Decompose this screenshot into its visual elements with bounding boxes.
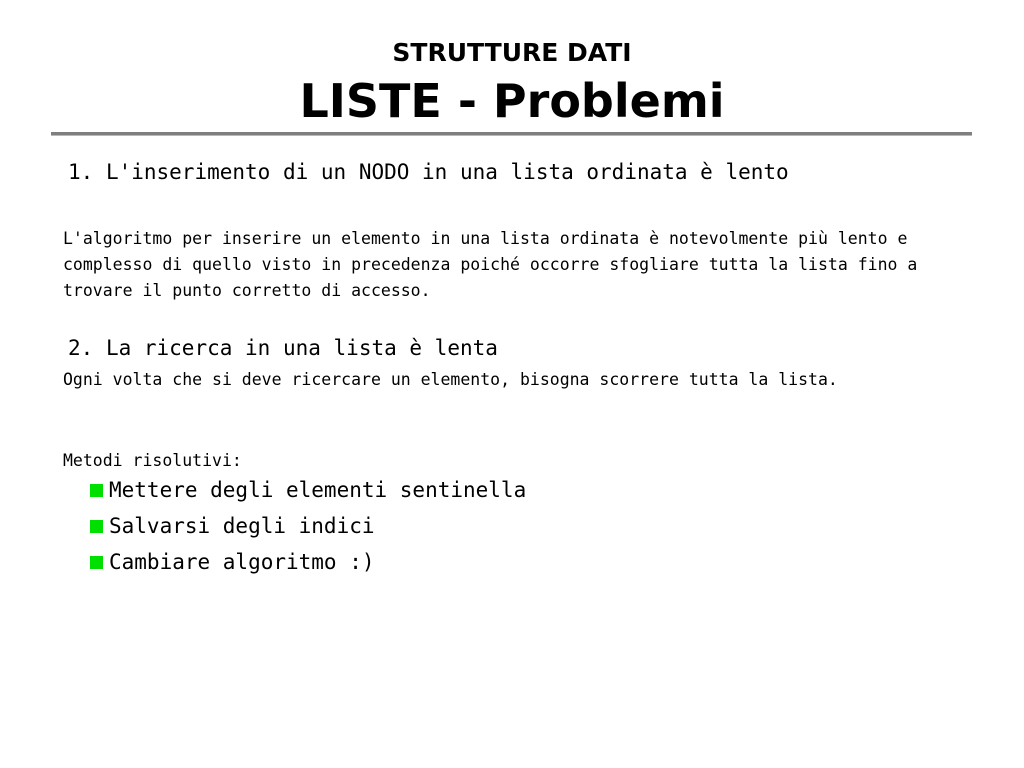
- section-1-text: L'algoritmo per inserire un elemento in una lista ordinata è notevolmente più lento e complesso di quello visto in precedenza poiché occorre sfogliare tutta la lista fino a trovare il punto corretto di accesso.: [63, 229, 928, 300]
- section-2-heading: [68, 331, 968, 366]
- list-item-text: Mettere degli elementi sentinella: [109, 478, 527, 502]
- title-divider: [51, 132, 972, 136]
- section-2-heading-text: La ricerca in una lista è lenta: [105, 336, 498, 360]
- section-1-heading: [68, 155, 968, 190]
- list-item-text: Cambiare algoritmo :): [109, 550, 375, 574]
- green-square-bullet-icon: [90, 520, 103, 533]
- section-1-heading-text: L'inserimento di un NODO in una lista ordinata è lento: [105, 160, 789, 184]
- list-item: [90, 472, 526, 508]
- section-2-text: Ogni volta che si deve ricercare un elemento, bisogna scorrere tutta la lista.: [63, 370, 838, 389]
- list-item: [90, 544, 526, 580]
- section-1-number: 1.: [68, 160, 94, 184]
- green-square-bullet-icon: [90, 556, 103, 569]
- green-square-bullet-icon: [90, 484, 103, 497]
- methods-label: Metodi risolutivi:: [63, 451, 242, 470]
- methods-list: [90, 472, 526, 580]
- slide-subtitle: STRUTTURE DATI: [392, 38, 632, 67]
- list-item-text: Salvarsi degli indici: [109, 514, 375, 538]
- list-item: [90, 508, 526, 544]
- slide-title: LISTE - Problemi: [299, 74, 725, 128]
- section-2-number: 2.: [68, 336, 94, 360]
